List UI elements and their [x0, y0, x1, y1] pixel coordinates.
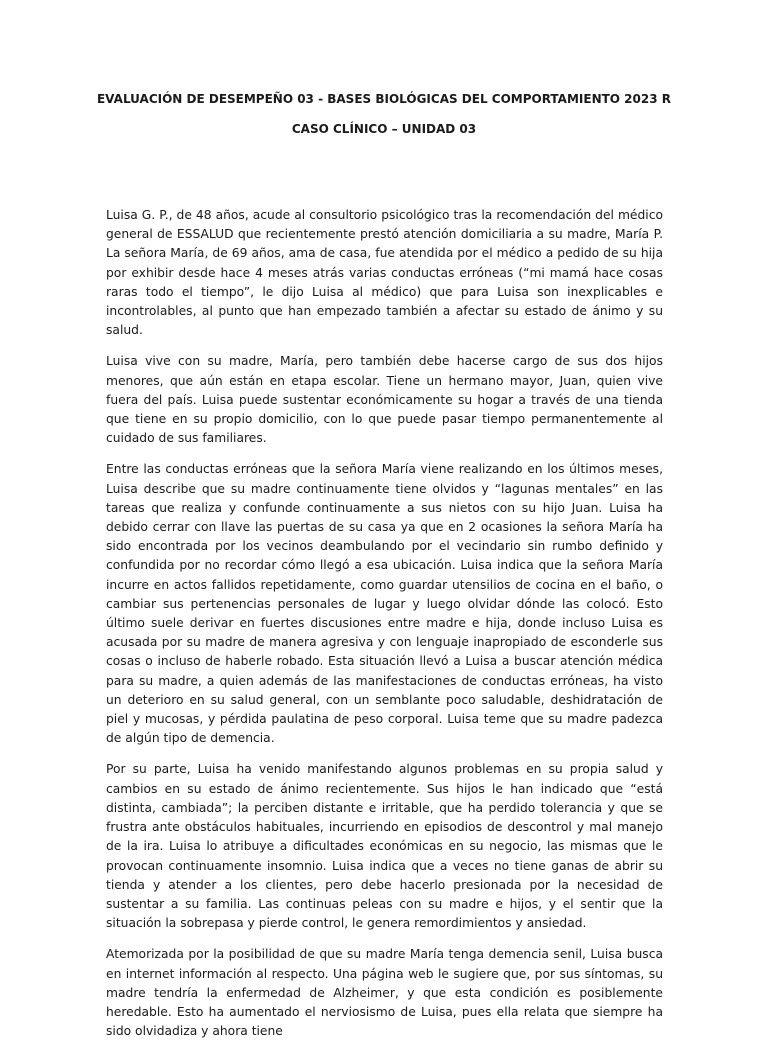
document-body: [106, 206, 663, 1053]
paragraph-2: Luisa vive con su madre, María, pero también debe hacerse cargo de sus dos hijos menores, que aún están en etapa escolar. Tiene un hermano mayor, Juan, quien vive fuera del país. Luisa puede sustentar económicamente su hogar a través de una tienda que tiene en su propio domicilio, con lo que puede pasar tiempo permanentemente al cuidado de sus familiares.: [106, 354, 663, 446]
paragraph-1: Luisa G. P., de 48 años, acude al consultorio psicológico tras la recomendación del médico general de ESSALUD que recientemente prestó atención domiciliaria a su madre, María P. La señora María, de 69 años, ama de casa, fue atendida por el médico a pedido de su hija por exhibir desde hace 4 meses atrás varias conductas erróneas (“mi mamá hace cosas raras todo el tiempo”, le dijo Luisa al médico) que para Luisa son inexplicables e incontrolables, al punto que han empezado también a afectar su estado de ánimo y su salud.: [106, 208, 663, 338]
paragraph-4: Por su parte, Luisa ha venido manifestando algunos problemas en su propia salud y cambios en su estado de ánimo recientemente. Sus hijos le han indicado que “está distinta, cambiada”; la perciben distante e irritable, que ha perdido tolerancia y que se frustra ante obstáculos habituales, incurriendo en episodios de descontrol y mal manejo de la ira. Luisa lo atribuye a dificultades económicas en su negocio, las mismas que le provocan continuamente insomnio. Luisa indica que a veces no tiene ganas de abrir su tienda y atender a los clientes, pero debe hacerlo presionada por la necesidad de sustentar a su familia. Las continuas peleas con su madre e hijos, y el sentir que la situación la sobrepasa y pierde control, le genera remordimientos y ansiedad.: [106, 762, 663, 931]
paragraph-3: Entre las conductas erróneas que la señora María viene realizando en los últimos meses, Luisa describe que su madre continuamente tiene olvidos y “lagunas mentales” en las tareas que realiza y confunde continuamente a sus nietos con su hijo Juan. Luisa ha debido cerrar con llave las puertas de su casa ya que en 2 ocasiones la señora María ha sido encontrada por los vecinos deambulando por el vecindario sin rumbo definido y confundida por no recordar cómo llegó a esa ubicación. Luisa indica que la señora María incurre en actos fallidos repetidamente, como guardar utensilios de cocina en el baño, o cambiar sus pertenencias personales de lugar y luego olvidar dónde las colocó. Esto último suele derivar en fuertes discusiones entre madre e hija, donde incluso Luisa es acusada por su madre de manera agresiva y con lenguaje inapropiado de esconderle sus cosas o incluso de haberle robado. Esta situación llevó a Luisa a buscar atención médica para su madre, a quien además de las manifestaciones de conductas erróneas, ha visto un deterioro en su salud general, con un semblante poco saludable, deshidratación de piel y mucosas, y pérdida paulatina de peso corporal. Luisa teme que su madre padezca de algún tipo de demencia.: [106, 462, 663, 746]
paragraph-5: Atemorizada por la posibilidad de que su madre María tenga demencia senil, Luisa busca en internet información al respecto. Una página web le sugiere que, por sus síntomas, su madre tendría la enfermedad de Alzheimer, y que esta condición es posiblemente heredable. Esto ha aumentado el nerviosismo de Luisa, pues ella relata que siempre ha sido olvidadiza y ahora tiene: [106, 947, 663, 1039]
document-subtitle: CASO CLÍNICO – UNIDAD 03: [291, 122, 477, 136]
document-title: EVALUACIÓN DE DESEMPEÑO 03 - BASES BIOLÓGICAS DEL COMPORTAMIENTO 2023 R: [96, 92, 671, 106]
